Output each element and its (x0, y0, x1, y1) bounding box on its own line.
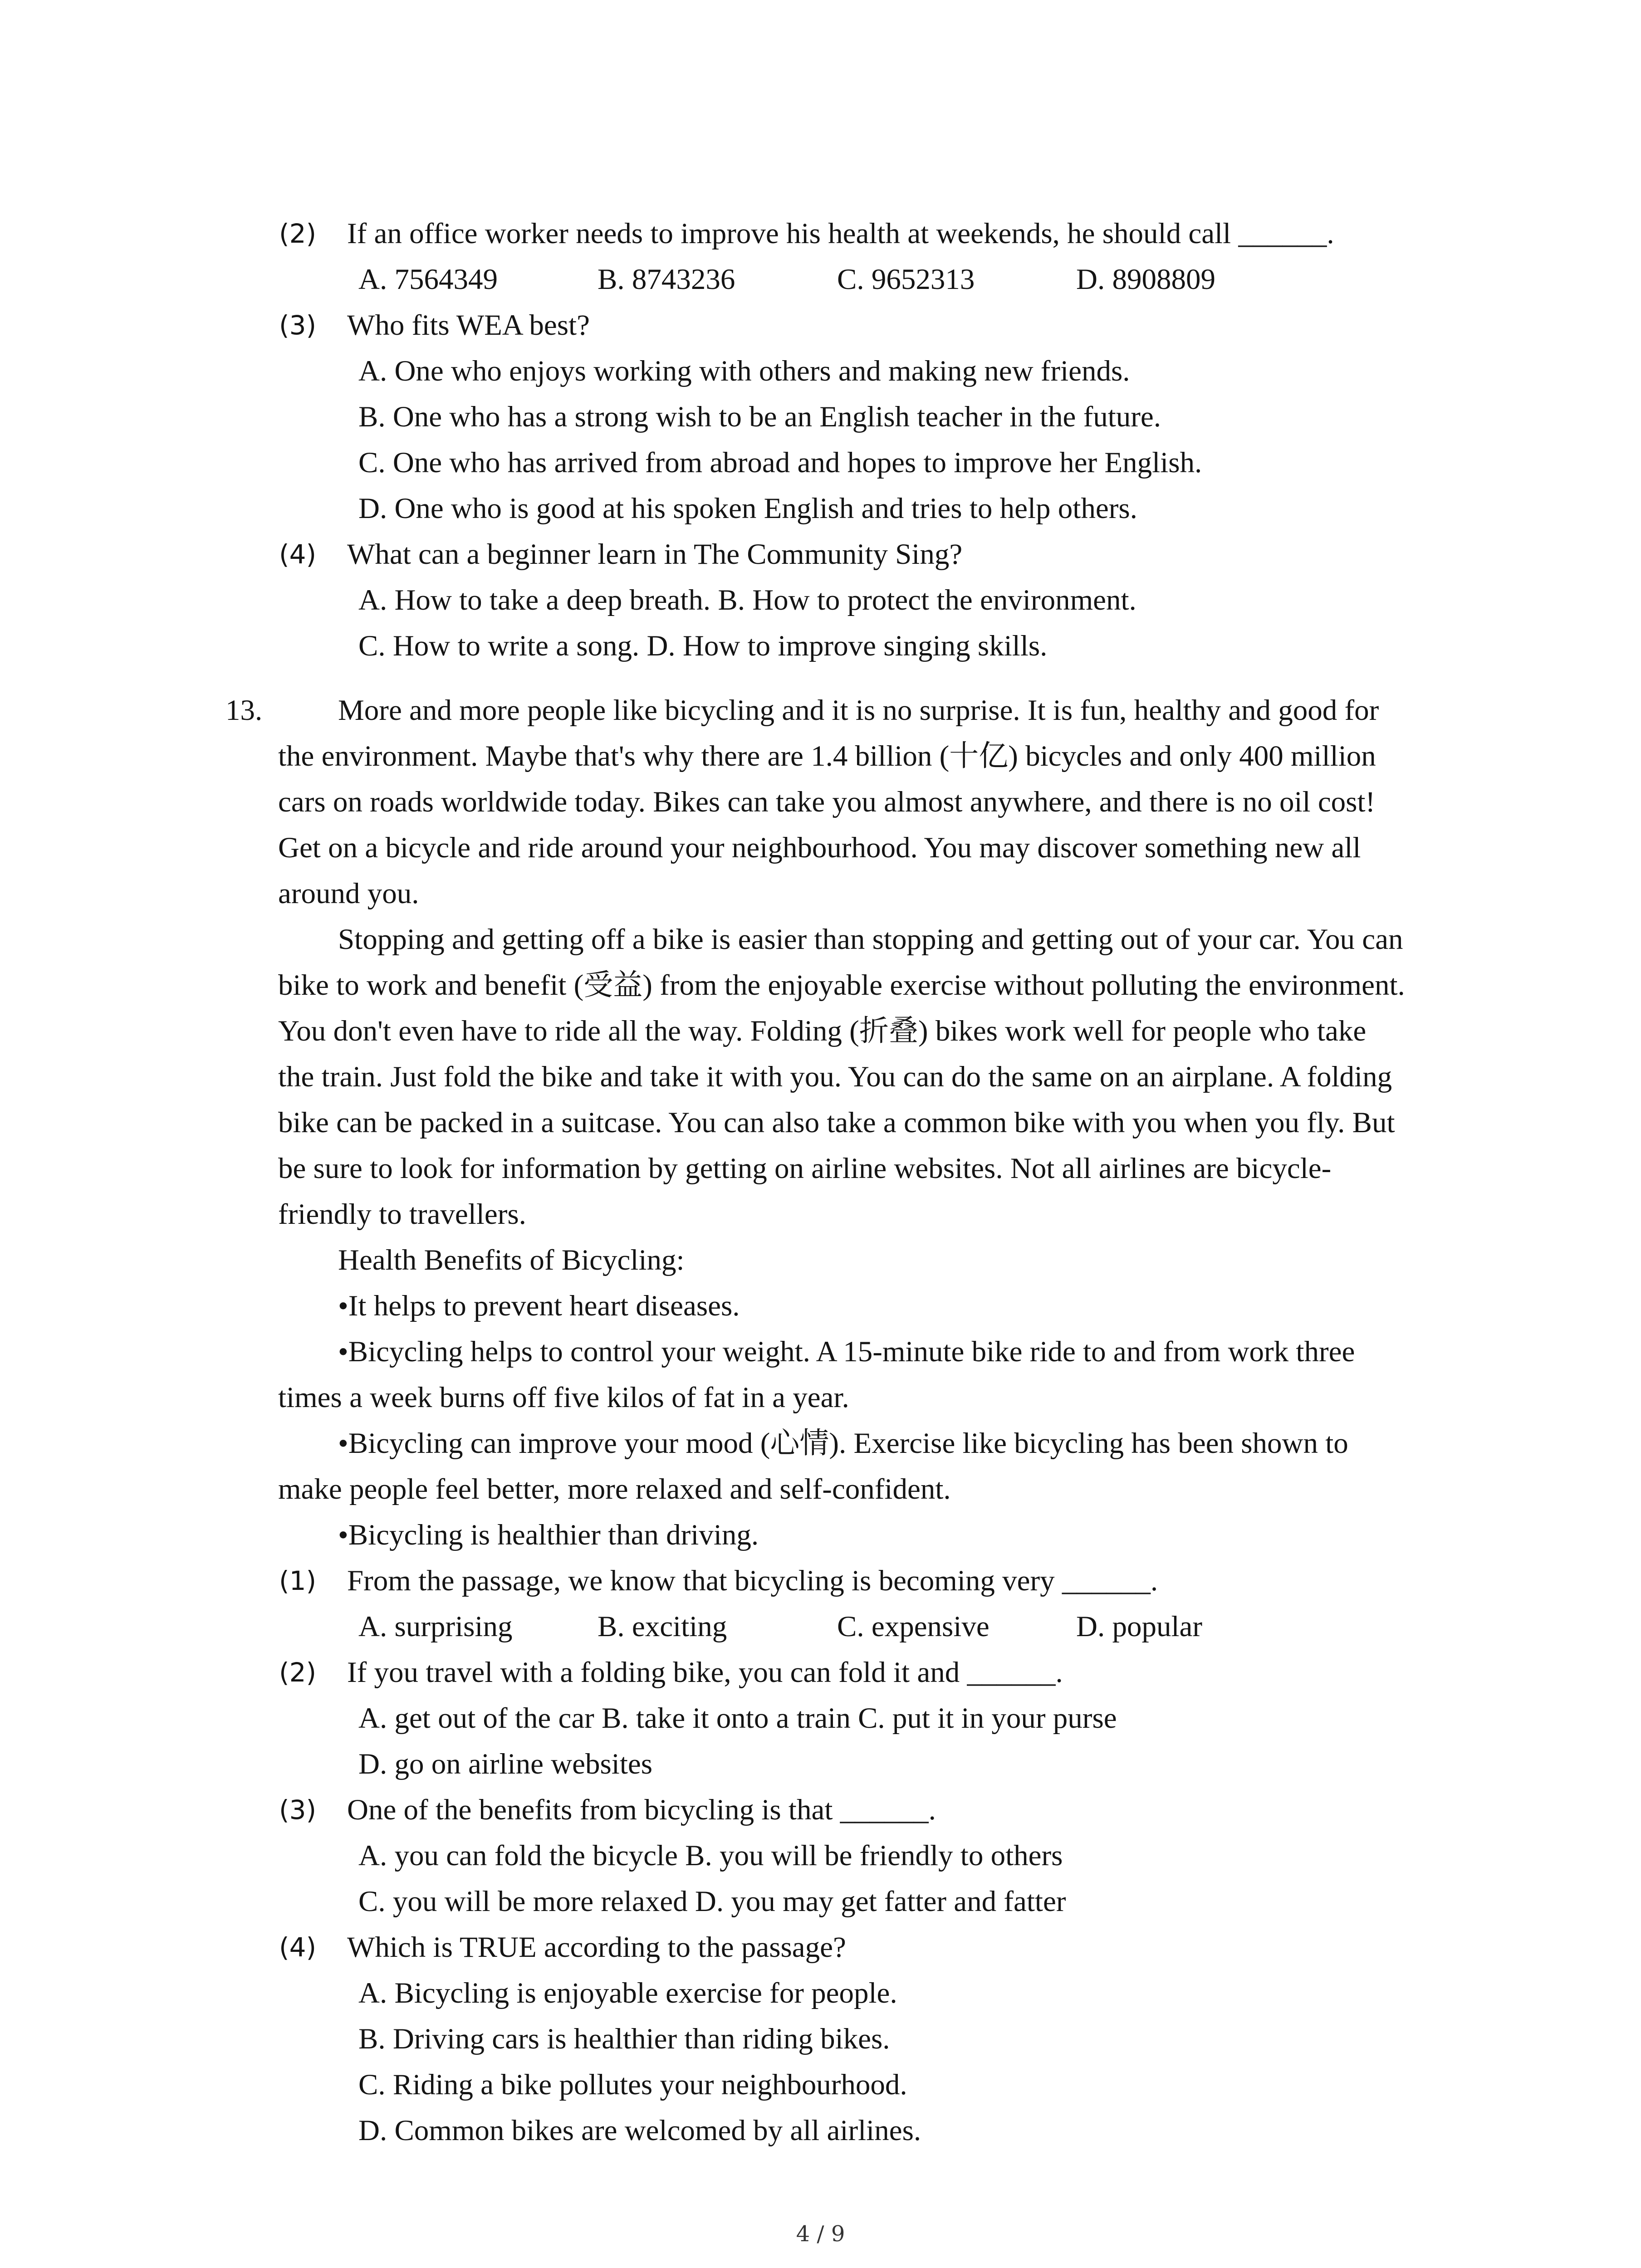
text-line: C. 9652313 (837, 263, 975, 296)
text-line: B. exciting (598, 1610, 727, 1643)
text-line: Who fits WEA best? (347, 309, 590, 342)
text-line: C. expensive (837, 1610, 989, 1643)
text-line: D. One who is good at his spoken English and tries to help others. (358, 492, 1137, 525)
text-line: Get on a bicycle and ride around your neighbourhood. You may discover something new all (278, 831, 1361, 864)
text-line: A. you can fold the bicycle B. you will be friendly to others (358, 1839, 1063, 1872)
text-line: the environment. Maybe that's why there are 1.4 billion (十亿) bicycles and only 400 million (278, 740, 1376, 772)
text-line: C. Riding a bike pollutes your neighbourhood. (358, 2068, 907, 2101)
text-line: C. How to write a song. D. How to improve singing skills. (358, 630, 1048, 662)
text-line: You don't even have to ride all the way. Folding (折叠) bikes work well for people who take (278, 1015, 1367, 1047)
text-line: D. 8908809 (1076, 263, 1215, 296)
text-line: D. popular (1076, 1610, 1202, 1643)
text-line: A. surprising (358, 1610, 513, 1643)
text-line: From the passage, we know that bicycling is becoming very ______. (347, 1564, 1158, 1597)
text-line: around you. (278, 877, 419, 910)
text-line: B. 8743236 (598, 263, 735, 296)
question-number: (1) (279, 1565, 317, 1596)
text-line: •It helps to prevent heart diseases. (338, 1290, 740, 1322)
text-line: make people feel better, more relaxed and self-confident. (278, 1473, 951, 1505)
text-line: Stopping and getting off a bike is easier than stopping and getting out of your car. You can (338, 923, 1403, 956)
text-line: times a week burns off five kilos of fat in a year. (278, 1381, 849, 1414)
text-line: A. Bicycling is enjoyable exercise for people. (358, 1977, 897, 2009)
text-line: D. go on airline websites (358, 1748, 653, 1780)
text-line: Health Benefits of Bicycling: (338, 1244, 685, 1276)
question-number: (4) (279, 539, 317, 570)
text-line: Which is TRUE according to the passage? (347, 1931, 846, 1964)
question-number: (4) (279, 1932, 317, 1963)
page-footer: 4 / 9 (796, 2221, 845, 2247)
text-line: friendly to travellers. (278, 1198, 526, 1231)
text-line: More and more people like bicycling and it is no surprise. It is fun, healthy and good for (338, 694, 1379, 727)
text-line: cars on roads worldwide today. Bikes can take you almost anywhere, and there is no oil cost! (278, 786, 1376, 818)
text-line: •Bicycling can improve your mood (心情). Exercise like bicycling has been shown to (338, 1427, 1348, 1460)
text-line: the train. Just fold the bike and take it with you. You can do the same on an airplane. A folding (278, 1061, 1392, 1093)
text-line: One of the benefits from bicycling is that ______. (347, 1794, 936, 1826)
question-number: (3) (279, 310, 317, 341)
text-line: A. get out of the car B. take it onto a train C. put it in your purse (358, 1702, 1117, 1735)
text-line: B. Driving cars is healthier than riding bikes. (358, 2023, 890, 2055)
text-line: A. How to take a deep breath. B. How to protect the environment. (358, 584, 1136, 616)
text-line: If you travel with a folding bike, you can fold it and ______. (347, 1656, 1063, 1689)
text-line: C. you will be more relaxed D. you may get fatter and fatter (358, 1885, 1066, 1918)
text-line: A. 7564349 (358, 263, 498, 296)
text-line: What can a beginner learn in The Community Sing? (347, 538, 963, 571)
text-line: •Bicycling helps to control your weight. A 15-minute bike ride to and from work three (338, 1335, 1355, 1368)
text-line: D. Common bikes are welcomed by all airlines. (358, 2114, 921, 2147)
text-line: C. One who has arrived from abroad and hopes to improve her English. (358, 446, 1202, 479)
text-line: A. One who enjoys working with others and making new friends. (358, 355, 1130, 387)
text-line: bike can be packed in a suitcase. You can also take a common bike with you when you fly. But (278, 1106, 1395, 1139)
question-number: (3) (279, 1794, 317, 1825)
text-line: If an office worker needs to improve his health at weekends, he should call ______. (347, 217, 1334, 250)
text-line: B. One who has a strong wish to be an English teacher in the future. (358, 401, 1161, 433)
text-line: •Bicycling is healthier than driving. (338, 1519, 759, 1551)
question-number: (2) (279, 218, 317, 249)
question-number: (2) (279, 1657, 317, 1688)
item-number: 13. (225, 694, 263, 727)
text-line: bike to work and benefit (受益) from the enjoyable exercise without polluting the environment. (278, 969, 1405, 1002)
text-line: be sure to look for information by getting on airline websites. Not all airlines are bicycle- (278, 1152, 1332, 1185)
